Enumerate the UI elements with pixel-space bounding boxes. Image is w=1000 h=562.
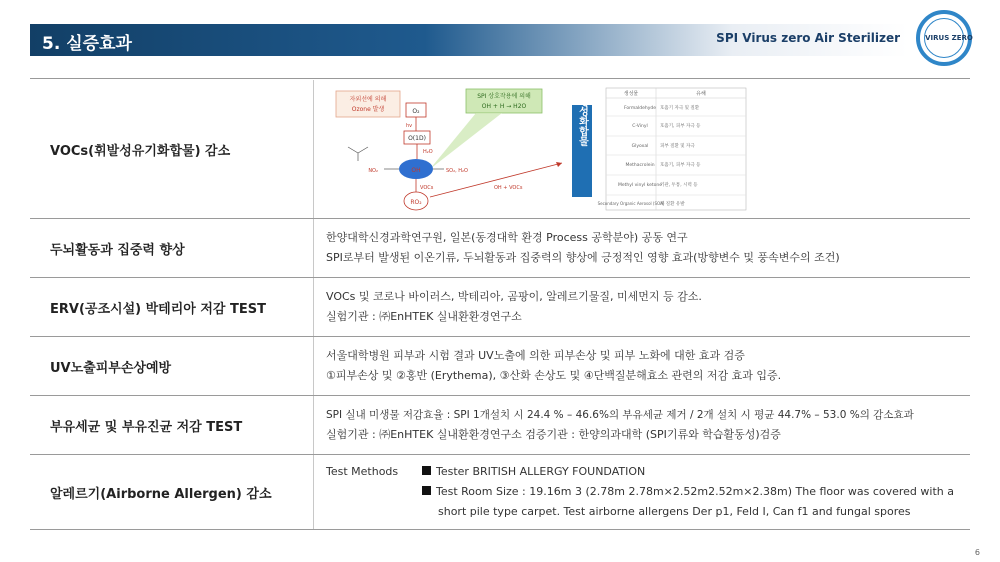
brand-name: SPI Virus zero Air Sterilizer [716,31,900,45]
h2o-top-label: H₂O [423,149,433,155]
row-line: SPI 실내 미생물 저감효율 : SPI 1개설치 시 24.4 % – 46.6%의 부유세균 제거 / 2개 설치 시 평균 44.7% – 53.0 %의 감소효과 [326,409,914,421]
row-line: 실험기관 : ㈜EnHTEK 실내환환경연구소 검증기관 : 한양의과대학 (SPI기류와 학습활동성)검증 [326,428,781,441]
effects-table [30,80,970,530]
row-content [314,278,971,337]
row-label: 알레르기(Airborne Allergen) 감소 [30,455,314,530]
oh-label: OH [411,167,421,174]
tester-line [326,462,969,482]
compound-effect: 폐 질환 유발 [660,202,685,207]
o2-label: O₂ [412,108,420,115]
compound-name: Secondary Organic Aerosol (SOA) [597,201,665,206]
vocs-diagram [326,85,766,213]
logo-text: VIRUS ZERO [925,34,973,42]
compound-name: Glyoxal [631,144,649,149]
page-number: 6 [974,548,980,557]
compound-name: C-Vinyl [632,124,648,129]
compound-effect: 피부 질환 및 자극 [660,144,695,149]
row-line: ①피부손상 및 ②홍반 (Erythema), ③산화 손상도 및 ④단백질분해효소 관련의 저감 효과 입증. [326,369,782,382]
compound-head-1: 생성물 [623,91,639,97]
row-content [314,80,971,219]
table-row [30,337,970,396]
row-line: 한양대학신경과학연구원, 일본(동경대학 환경 Process 공학분야) 공동 연구 [326,231,688,244]
molecule-sketch [348,147,368,161]
row-line: 실험기관 : ㈜EnHTEK 실내환환경연구소 [326,310,522,323]
so2-label: SO₂, H₂O [446,168,468,174]
row-content [314,455,971,530]
ozone-note-line2: Ozone 발생 [351,106,385,113]
title-bar [30,24,908,56]
ozone-note-box [336,91,400,117]
compound-effect: 호흡기, 피부 자극 등 [660,163,701,168]
reaction-diagram [326,85,766,213]
row-line: SPI로부터 발생된 이온기류, 두뇌활동과 집중력의 향상에 긍정적인 영향 효과(방향변수 및 풍속변수의 조건) [326,251,840,264]
bullet-square-icon [422,466,431,475]
vertical-label: 생성화합물 [576,96,588,146]
compound-name: Methacrolein [625,163,655,168]
row-label: ERV(공조시설) 박테리아 저감 TEST [30,278,314,337]
spi-note-pointer [430,113,502,169]
row-content [314,396,971,455]
row-line: VOCs 및 코로나 바이러스, 박테리아, 곰팡이, 알레르기물질, 미세먼지 등 감소. [326,290,702,303]
ozone-note-line1: 자외선에 의해 [349,96,387,103]
room-text: Test Room Size : 19.16m 3 (2.78m 2.78m×2.52m2.52m×2.38m) The floor was covered with a [436,485,954,498]
table-row [30,80,970,219]
page-header [0,0,1000,80]
o1d-label: O(1D) [408,135,426,142]
compound-effect: 기관, 두통, 시력 등 [660,183,698,188]
compound-name: Formaldehyde [623,106,657,111]
table-row [30,219,970,278]
row-label: UV노출피부손상예방 [30,337,314,396]
table-row [30,396,970,455]
row-label: 부유세균 및 부유진균 저감 TEST [30,396,314,455]
table-row [30,455,970,530]
room-line-cont: short pile type carpet. Test airborne allergens Der p1, Feld I, Can f1 and fungal spores [438,505,911,518]
row-label: 두뇌활동과 집중력 향상 [30,219,314,278]
spi-note-line2: OH + H → H2O [481,103,527,110]
spi-note-line1: SPI 상호작용에 의해 [477,93,531,100]
compound-head-2: 유해 [696,91,706,97]
test-methods-label: Test Methods [326,465,399,478]
ohvocs-label: OH + VOCs [494,185,523,191]
hv-label: hv [406,123,413,129]
row-label: VOCs(휘발성유기화합물) 감소 [30,80,314,219]
page-title: 5. 실증효과 [42,34,132,54]
row-content [314,337,971,396]
no2-label: NO₂ [368,168,378,174]
bullet-square-icon [422,486,431,495]
room-line [326,482,969,502]
tester-text: Tester BRITISH ALLERGY FOUNDATION [436,465,646,478]
row-line: 서울대학병원 피부과 시험 결과 UV노출에 의한 피부손상 및 피부 노화에 대한 효과 검증 [326,349,745,362]
compound-effect: 호흡기, 피부 자극 등 [660,124,701,129]
compound-name: Methyl vinyl ketone [617,183,663,188]
vocs-label: VOCs [420,185,434,191]
header-divider [30,78,970,79]
ro2-label: RO₂ [410,199,422,206]
logo-ring [924,18,973,58]
compound-effect: 호흡기 자극 및 질환 [660,106,700,111]
virus-zero-logo [916,10,972,66]
table-row [30,278,970,337]
row-content [314,219,971,278]
